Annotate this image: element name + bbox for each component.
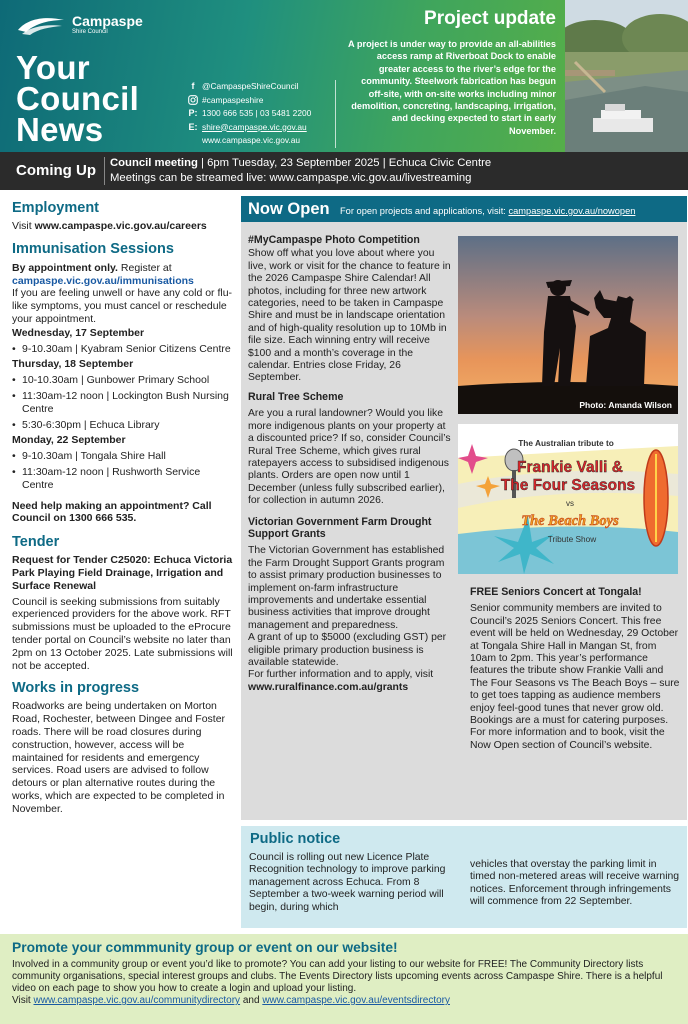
email-label: E: [188,121,198,132]
council-meeting-label: Council meeting [110,157,198,169]
drought-grants-amount: A grant of up to $5000 (excluding GST) per eligible primary production business is available statewide. [248,632,447,668]
seniors-concert-title: FREE Seniors Concert at Tongala! [470,586,642,598]
logo-sub: Shire Council [72,29,108,35]
drought-grants-more [248,669,453,694]
council-meeting-details: | 6pm Tuesday, 23 September 2025 | Echuca Civic Centre [197,157,492,169]
coming-up-divider [104,157,105,185]
now-open-col-left [248,234,453,694]
session-item: • 5:30-6:30pm | Echuca Library [12,419,234,432]
public-notice-section [241,826,687,928]
poster-top: The Australian tribute to [518,438,614,448]
works-heading: Works in progress [12,680,140,697]
session-item: • 11:30am-12 noon | Lockington Bush Nursing Centre [12,390,234,416]
tender-body: Council is seeking submissions from suitably experienced providers for the above work. RFT submissions must be uploaded to the eProcure tender portal on Council’s website no later than 2pm on 13 October 2025. Late submissions will not be accepted. [12,595,233,672]
website-link[interactable]: www.campaspe.vic.gov.au [202,135,301,145]
campaspe-logo[interactable] [16,14,143,36]
council-meeting-info [110,157,491,169]
now-open-col-right [470,586,682,752]
left-column [12,200,234,815]
promote-visit-text: Visit [12,995,34,1006]
tender-subheading: Request for Tender C25020: Echuca Victoria Park Playing Field Drainage, Irrigation and Surface Renewal [12,554,233,592]
now-open-link[interactable]: campaspe.vic.gov.au/nowopen [508,206,636,216]
project-update-text: A project is under way to provide an all-abilities access ramp at Riverboat Dock to enable greater access to the river’s edge for the community. Steelwork fabrication has begun off-site, with on-site works including minor demolition, concreting, landscaping, irrigation, and decking expected to start in early November. [348,39,556,136]
session-day: Wednesday, 17 September [12,326,145,339]
public-notice-title: Public notice [250,831,341,847]
tribute-show-poster-art [458,424,678,574]
seniors-concert-body: Senior community members are invited to Council’s 2025 Seniors Concert. This free event will be held on Wednesday, 29 October at Tongala Shire Hall in Mangan St, from 10am to 2pm. This year’s performance features the tribute show Frankie Valli and The Four Seasons vs The Beach Boys – sure to get toes tapping as audience members enjoy feel-good tunes that never grow old. Bookings are a must for catering purposes. For more information and to book, visit the Now Open section of Council’s website. [470,603,680,751]
session-item: • 9-10.30am | Tongala Shire Hall [12,450,234,463]
promote-section [0,934,688,1024]
events-directory-link[interactable]: www.campaspe.vic.gov.au/eventsdirectory [262,995,450,1006]
riverboat-dock-photo [565,0,688,152]
immunisation-note: If you are feeling unwell or have any cold or flu-like symptoms, you must cancel or reschedule your appointment. [12,287,233,325]
poster-line2: The Four Seasons [500,477,636,494]
promote-text: Involved in a community group or event you’d like to promote? You can add your listing to our website for FREE! The Community Directory lists community organisations, special interest groups and clubs. The Events Directory lists upcoming events across Campaspe Shire. There is a helpful video on each page to show you how to create a login and upload your listing. [12,959,663,994]
header-banner [0,0,688,152]
project-update-title: Project update [424,8,556,29]
drought-more-text: For further information and to apply, visit [248,669,434,681]
phone-label: P: [188,108,198,118]
poster-bottom: Tribute Show [547,534,597,544]
instagram-handle[interactable]: #campaspeshire [202,94,264,105]
poster-line3: The Beach Boys [521,513,619,529]
logo-name: Campaspe [72,13,143,29]
campaspe-logo-mark-icon [16,14,66,36]
coming-up-label: Coming Up [16,162,96,179]
immunisation-heading: Immunisation Sessions [12,240,174,257]
email-link[interactable]: shire@campaspe.vic.gov.au [202,121,307,132]
tree-scheme-title: Rural Tree Scheme [248,390,344,403]
community-directory-link[interactable]: www.campaspe.vic.gov.au/communitydirectory [33,995,241,1006]
tree-scheme-body: Are you a rural landowner? Would you like more indigenous plants on your property at a discounted price? If so, consider Council’s Rural Tree Scheme, which gives rural ratepayers access to subsidised indigenous plants. Orders are open now until 1 December (unless fully subscribed earlier), for collection in autumn 2026. [248,408,451,507]
promote-title: Promote your commmunity group or event on our website! [12,940,398,955]
now-open-subtitle [340,206,635,216]
now-open-visit-text: For open projects and applications, visit: [340,206,509,216]
promote-body [12,959,684,1007]
facebook-icon: f [191,81,195,91]
immunisations-link[interactable]: campaspe.vic.gov.au/immunisations [12,274,194,287]
careers-link[interactable]: www.campaspe.vic.gov.au/careers [34,220,207,232]
masthead-line: News [16,111,104,148]
session-item: • 11:30am-12 noon | Rushworth Service Centre [12,466,234,492]
masthead-line: Your [16,49,90,86]
photo-credit: Photo: Amanda Wilson [579,400,672,410]
session-item: • 9-10.30am | Kyabram Senior Citizens Centre [12,343,234,356]
drought-grants-body: The Victorian Government has established the Farm Drought Support Grants program to assist primary production businesses to implement on-farm infrastructure improvements and undertake essential business activities that improve drought management and preparedness. [248,545,445,631]
rural-finance-link[interactable]: www.ruralfinance.com.au/grants [248,681,409,693]
livestream-info[interactable]: Meetings can be streamed live: www.campaspe.vic.gov.au/livestreaming [110,172,472,184]
poster-vs: vs [566,499,574,508]
drought-grants-title: Victorian Government Farm Drought Support Grants [248,515,432,540]
public-notice-col1: Council is rolling out new Licence Plate Recognition technology to improve parking management across Echuca. From 8 September a two-week warning period will begin, during which [249,852,446,913]
register-text: Register at [117,261,172,274]
photo-competition-body: Show off what you love about where you live, work or visit for the chance to feature in the 2026 Campaspe Shire Calendar! All photos, including for three new artwork categories, need to be taken in Campaspe Shire and must be in landscape orientation and of high-quality resolution up to 10Mb in file size. Each winning entry will receive $100 and a month’s coverage in the calendar. Entries close Friday, 26 September. [248,248,451,384]
photo-competition-title: #MyCampaspe Photo Competition [248,234,420,246]
coming-up-bar [0,152,688,190]
session-item: • 10-10.30am | Gunbower Primary School [12,374,234,387]
instagram-icon [188,95,198,105]
employment-visit-text: Visit [12,220,35,232]
masthead-title [16,49,140,148]
session-day: Monday, 22 September [12,434,126,447]
now-open-section [241,196,687,820]
help-text: Need help making an appointment? Call Council on 1300 666 535. [12,499,212,525]
appointment-only-text: By appointment only. [12,261,118,274]
tribute-show-poster [458,424,678,574]
public-notice-col2: vehicles that overstay the parking limit in timed non-metered areas will receive warning notices. Enforcement through infringements will commence from 22 September. [470,859,680,908]
employment-heading: Employment [12,200,100,216]
masthead-line: Council [16,80,140,117]
phone-numbers: 1300 666 535 | 03 5481 2200 [202,108,312,118]
facebook-handle[interactable]: @CampaspeShireCouncil [202,81,299,91]
contact-details [188,80,336,148]
tender-heading: Tender [12,534,60,551]
works-body: Roadworks are being undertaken on Morton Road, Rochester, between Dingee and Foster roads. There will be road closures during construction, however, access will be maintained for residents and emergency services. Road users are advised to follow detours or plan alternative routes during the works, which are expected to be completed in November. [12,700,226,815]
now-open-header [241,196,687,222]
session-day: Thursday, 18 September [12,358,134,371]
promote-and-text: and [240,995,263,1006]
photo-competition-image [458,236,678,414]
poster-line1: Frankie Valli & [517,459,623,476]
now-open-title: Now Open [248,200,330,218]
surfboard-icon [644,450,668,546]
